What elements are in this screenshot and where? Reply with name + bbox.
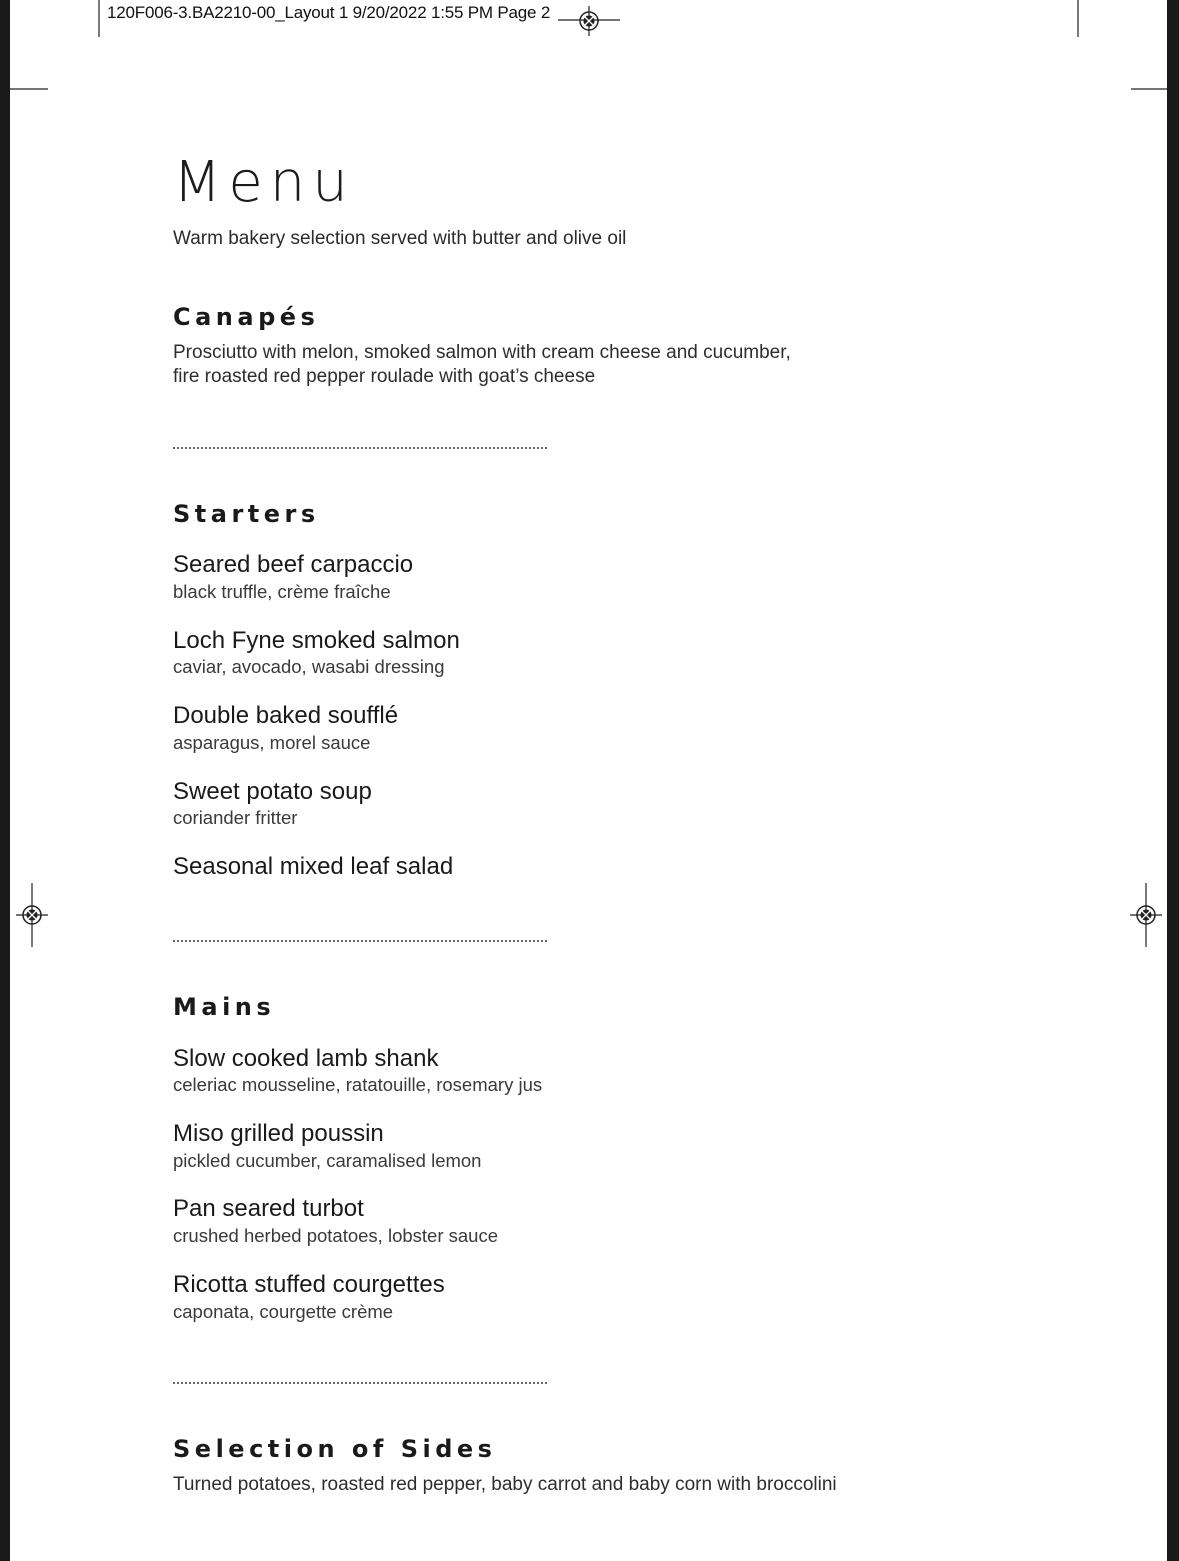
- main-2-name: Miso grilled poussin: [173, 1120, 384, 1147]
- starter-4-name: Sweet potato soup: [173, 778, 372, 805]
- menu-title: Menu: [173, 150, 355, 215]
- main-4-desc: caponata, courgette crème: [173, 1301, 394, 1322]
- registration-mark-right-icon: [1130, 883, 1162, 947]
- canapes-heading: Canapés: [173, 303, 320, 331]
- menu-page: [10, 0, 1167, 1561]
- intro-text: Warm bakery selection served with butter and olive oil: [173, 228, 627, 249]
- section-divider: [173, 1382, 547, 1384]
- print-slug: 120F006-3.BA2210-00_Layout 1 9/20/2022 1:55 PM Page 2: [107, 3, 551, 22]
- main-3-name: Pan seared turbot: [173, 1195, 364, 1222]
- registration-mark-top-icon: [574, 6, 604, 36]
- main-1-desc: celeriac mousseline, ratatouille, rosemary jus: [173, 1074, 543, 1095]
- starter-1-name: Seared beef carpaccio: [173, 551, 414, 578]
- canapes-line-2: fire roasted red pepper roulade with goat’s cheese: [173, 366, 596, 387]
- registration-mark-left-icon: [16, 883, 48, 947]
- starter-3-name: Double baked soufflé: [173, 702, 399, 729]
- main-4-name: Ricotta stuffed courgettes: [173, 1271, 445, 1298]
- starter-5-name: Seasonal mixed leaf salad: [173, 853, 454, 880]
- mains-heading: Mains: [173, 993, 276, 1021]
- starter-4-desc: coriander fritter: [173, 807, 298, 828]
- starter-2-name: Loch Fyne smoked salmon: [173, 627, 460, 654]
- section-divider: [173, 447, 547, 449]
- starters-heading: Starters: [173, 500, 320, 528]
- sides-heading: Selection of Sides: [173, 1435, 497, 1463]
- canapes-line-1: Prosciutto with melon, smoked salmon with cream cheese and cucumber,: [173, 342, 791, 363]
- starter-1-desc: black truffle, crème fraîche: [173, 581, 391, 602]
- section-divider: [173, 940, 547, 942]
- main-3-desc: crushed herbed potatoes, lobster sauce: [173, 1225, 498, 1246]
- starter-2-desc: caviar, avocado, wasabi dressing: [173, 656, 445, 677]
- starter-3-desc: asparagus, morel sauce: [173, 732, 371, 753]
- main-2-desc: pickled cucumber, caramalised lemon: [173, 1150, 482, 1171]
- main-1-name: Slow cooked lamb shank: [173, 1045, 439, 1072]
- sides-text: Turned potatoes, roasted red pepper, baby carrot and baby corn with broccolini: [173, 1474, 837, 1495]
